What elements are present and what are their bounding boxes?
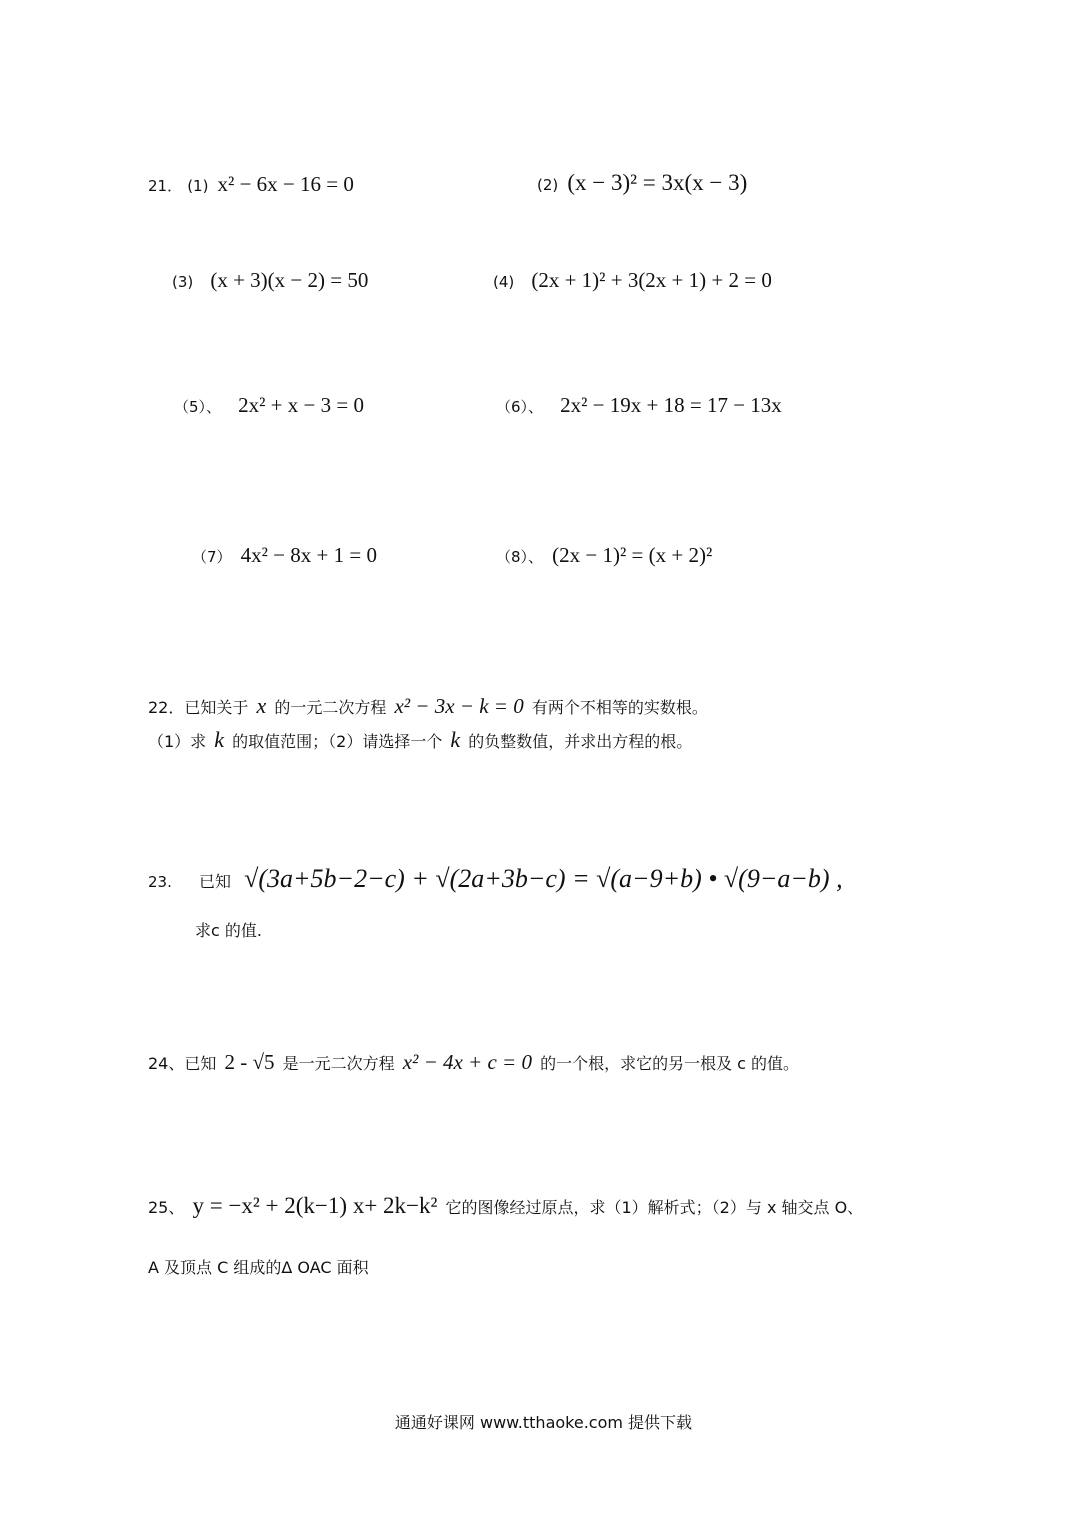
q24-line [148, 1050, 799, 1075]
q25-prefix: 25、 [148, 1198, 185, 1217]
q24-root: 2 - √5 [224, 1050, 275, 1074]
q21-2-label: (2) [537, 176, 559, 194]
q21-6-label: （6）、 [496, 398, 544, 416]
q25-line-2 [148, 1255, 369, 1278]
q23-prefix: 已知 [198, 872, 231, 891]
q21-1-label: (1) [187, 177, 209, 195]
q24-prefix: 24、已知 [148, 1054, 217, 1073]
q25-line-1 [148, 1193, 863, 1219]
q22-part2: 的取值范围；（2）请选择一个 [232, 732, 443, 751]
q22-part1-prefix: （1）求 [148, 732, 207, 751]
q24-mid: 是一元二次方程 [282, 1054, 395, 1073]
q23-line-2 [195, 918, 262, 941]
q21-4-equation: (2x + 1)² + 3(2x + 1) + 2 = 0 [531, 268, 772, 292]
q21-8 [496, 543, 712, 568]
q21-1-equation: x² − 6x − 16 = 0 [217, 172, 354, 196]
q22-var-k-1: k [214, 727, 225, 752]
q21-8-equation: (2x − 1)² = (x + 2)² [552, 543, 713, 567]
q21-number: 21． [148, 177, 183, 195]
q21-7 [192, 543, 377, 568]
q25-line1-suffix: 它的图像经过原点，求（1）解析式；（2）与 x 轴交点 O、 [445, 1198, 864, 1217]
q22-mid: 的一元二次方程 [274, 698, 387, 717]
q23-ask: 求c 的值. [195, 921, 262, 940]
q21-5-label: （5）、 [174, 398, 222, 416]
q21-6-equation: 2x² − 19x + 18 = 17 − 13x [560, 393, 782, 417]
q23-equation: √(3a+5b−2−c) + √(2a+3b−c) = √(a−9+b) • √(9−a−b) , [244, 864, 843, 893]
q21-2-equation: (x − 3)² = 3x(x − 3) [567, 170, 748, 195]
q25-equation: y = −x² + 2(k−1) x+ 2k−k² [192, 1193, 438, 1218]
q22-prefix: 22．已知关于 [148, 698, 249, 717]
q21-3-label: (3) [172, 273, 194, 291]
q22-part3: 的负整数值，并求出方程的根。 [468, 732, 693, 751]
q24-suffix: 的一个根，求它的另一根及 c 的值。 [540, 1054, 800, 1073]
q22-equation: x² − 3x − k = 0 [394, 694, 524, 718]
q21-row-1 [148, 172, 354, 197]
q23-number: 23. [148, 873, 172, 891]
page-footer: 通通好课网 www.tthaoke.com 提供下载 [394, 1413, 693, 1432]
q21-8-label: （8）、 [496, 548, 544, 566]
q21-7-label: （7） [192, 548, 232, 566]
q21-6 [496, 393, 782, 418]
q22-line-1 [148, 693, 708, 719]
q21-5-equation: 2x² + x − 3 = 0 [238, 393, 364, 417]
q21-3-equation: (x + 3)(x − 2) = 50 [210, 268, 369, 292]
q21-4 [493, 268, 772, 293]
q21-4-label: (4) [493, 273, 515, 291]
q21-3 [172, 268, 368, 293]
q22-line-2 [148, 727, 692, 753]
q25-line2: A 及顶点 C 组成的Δ OAC 面积 [148, 1258, 369, 1277]
q21-2 [537, 170, 747, 196]
q24-equation: x² − 4x + c = 0 [402, 1050, 532, 1074]
q22-suffix: 有两个不相等的实数根。 [531, 698, 708, 717]
q22-var-k-2: k [450, 727, 461, 752]
q23-line-1 [148, 864, 843, 894]
q22-var-x: x [256, 693, 267, 718]
q21-7-equation: 4x² − 8x + 1 = 0 [240, 543, 377, 567]
q21-5 [174, 393, 364, 418]
